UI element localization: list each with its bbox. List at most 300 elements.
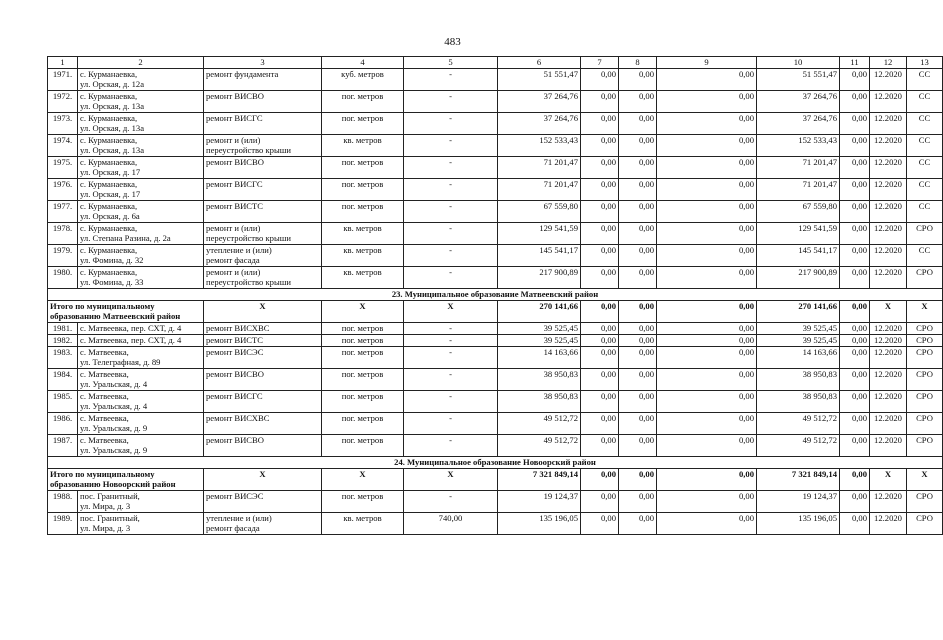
work-type-line-1: ремонт ВИСГС	[206, 179, 263, 189]
completion-date: 12.2020	[870, 347, 907, 369]
address-line-1: с. Матвеевка,	[80, 347, 129, 357]
work-type-line-1: ремонт ВИСВО	[206, 369, 264, 379]
work-type-line-1: ремонт ВИСЭС	[206, 347, 264, 357]
address-line-1: пос. Гранитный,	[80, 491, 140, 501]
column-header: 11	[840, 57, 870, 69]
local-budget: 0,00	[657, 391, 757, 413]
other-funds: 0,00	[840, 413, 870, 435]
total-x: X	[322, 469, 404, 491]
table-row	[48, 135, 943, 157]
address	[78, 369, 204, 391]
funding-method: СС	[907, 91, 943, 113]
row-number: 1977.	[48, 201, 78, 223]
quantity: -	[404, 113, 498, 135]
work-type	[204, 347, 322, 369]
address-line-1: с. Курманаевка,	[80, 113, 138, 123]
regional-budget: 0,00	[619, 223, 657, 245]
work-type	[204, 413, 322, 435]
work-type-line-2: ремонт фасада	[206, 255, 260, 265]
work-type-line-2: переустройство крыши	[206, 277, 291, 287]
address-line-2: ул. Телеграфная, д. 89	[80, 357, 161, 367]
total-label-line-2: образованию Матвеевский район	[50, 311, 181, 321]
other-funds: 0,00	[840, 201, 870, 223]
row-number: 1987.	[48, 435, 78, 457]
work-type	[204, 369, 322, 391]
row-number: 1983.	[48, 347, 78, 369]
quantity: -	[404, 413, 498, 435]
local-budget: 0,00	[657, 347, 757, 369]
regional-budget: 0,00	[619, 435, 657, 457]
total-x: X	[907, 301, 943, 323]
total-label	[48, 469, 204, 491]
owners-funds: 145 541,17	[757, 245, 840, 267]
unit: пог. метров	[322, 369, 404, 391]
work-type	[204, 513, 322, 535]
fund-support: 0,00	[581, 113, 619, 135]
table-body	[48, 57, 943, 535]
row-number: 1979.	[48, 245, 78, 267]
unit: пог. метров	[322, 413, 404, 435]
unit: пог. метров	[322, 491, 404, 513]
section-title: 24. Муниципальное образование Новоорский район	[48, 457, 943, 469]
total-cost: 49 512,72	[498, 435, 581, 457]
fund-support: 0,00	[581, 491, 619, 513]
total-cost: 217 900,89	[498, 267, 581, 289]
fund-support: 0,00	[581, 469, 619, 491]
fund-support: 0,00	[581, 267, 619, 289]
quantity: -	[404, 391, 498, 413]
regional-budget: 0,00	[619, 335, 657, 347]
fund-support: 0,00	[581, 369, 619, 391]
total-cost: 38 950,83	[498, 369, 581, 391]
total-label-line-1: Итого по муниципальному	[50, 469, 155, 479]
completion-date: 12.2020	[870, 91, 907, 113]
total-cost: 135 196,05	[498, 513, 581, 535]
regional-budget: 0,00	[619, 157, 657, 179]
total-cost: 49 512,72	[498, 413, 581, 435]
table-row	[48, 69, 943, 91]
work-type	[204, 201, 322, 223]
address	[78, 179, 204, 201]
owners-funds: 39 525,45	[757, 323, 840, 335]
address-line-1: с. Курманаевка,	[80, 91, 138, 101]
owners-funds: 37 264,76	[757, 91, 840, 113]
address	[78, 69, 204, 91]
regional-budget: 0,00	[619, 323, 657, 335]
unit: кв. метров	[322, 245, 404, 267]
work-type	[204, 391, 322, 413]
address-line-1: с. Матвеевка,	[80, 435, 129, 445]
regional-budget: 0,00	[619, 135, 657, 157]
unit: пог. метров	[322, 347, 404, 369]
total-x: X	[404, 469, 498, 491]
address	[78, 223, 204, 245]
work-type-line-1: ремонт ВИСВО	[206, 91, 264, 101]
work-type-line-1: ремонт ВИСЭС	[206, 491, 264, 501]
unit: пог. метров	[322, 179, 404, 201]
table-row	[48, 491, 943, 513]
row-number: 1984.	[48, 369, 78, 391]
other-funds: 0,00	[840, 157, 870, 179]
funding-method: СРО	[907, 513, 943, 535]
repair-register-table	[47, 56, 943, 535]
funding-method: СРО	[907, 347, 943, 369]
work-type	[204, 245, 322, 267]
table-row	[48, 157, 943, 179]
work-type: ремонт ВИСТС	[204, 335, 322, 347]
row-number: 1980.	[48, 267, 78, 289]
other-funds: 0,00	[840, 223, 870, 245]
owners-funds: 49 512,72	[757, 413, 840, 435]
completion-date: 12.2020	[870, 267, 907, 289]
unit: пог. метров	[322, 157, 404, 179]
quantity: -	[404, 267, 498, 289]
local-budget: 0,00	[657, 369, 757, 391]
regional-budget: 0,00	[619, 347, 657, 369]
work-type-line-1: ремонт ВИСВО	[206, 435, 264, 445]
owners-funds: 71 201,47	[757, 157, 840, 179]
quantity: -	[404, 135, 498, 157]
table-row	[48, 435, 943, 457]
other-funds: 0,00	[840, 245, 870, 267]
total-x: X	[907, 469, 943, 491]
fund-support: 0,00	[581, 347, 619, 369]
fund-support: 0,00	[581, 201, 619, 223]
completion-date: 12.2020	[870, 245, 907, 267]
local-budget: 0,00	[657, 69, 757, 91]
funding-method: СС	[907, 157, 943, 179]
column-header: 4	[322, 57, 404, 69]
total-cost: 270 141,66	[498, 301, 581, 323]
other-funds: 0,00	[840, 469, 870, 491]
completion-date: 12.2020	[870, 201, 907, 223]
address	[78, 347, 204, 369]
total-cost: 14 163,66	[498, 347, 581, 369]
unit: пог. метров	[322, 91, 404, 113]
row-number: 1982.	[48, 335, 78, 347]
work-type-line-1: ремонт ВИСГС	[206, 113, 263, 123]
column-header: 5	[404, 57, 498, 69]
owners-funds: 71 201,47	[757, 179, 840, 201]
total-x: X	[322, 301, 404, 323]
other-funds: 0,00	[840, 135, 870, 157]
quantity: 740,00	[404, 513, 498, 535]
local-budget: 0,00	[657, 301, 757, 323]
address-line-2: ул. Уральская, д. 9	[80, 445, 148, 455]
work-type-line-2: переустройство крыши	[206, 145, 291, 155]
work-type-line-1: ремонт ВИСТС	[206, 201, 264, 211]
address	[78, 113, 204, 135]
address-line-1: с. Курманаевка,	[80, 245, 138, 255]
funding-method: СРО	[907, 413, 943, 435]
address-line-2: ул. Орская, д. 12а	[80, 79, 145, 89]
local-budget: 0,00	[657, 435, 757, 457]
total-cost: 39 525,45	[498, 335, 581, 347]
address-line-1: с. Курманаевка,	[80, 157, 138, 167]
address	[78, 201, 204, 223]
unit: кв. метров	[322, 267, 404, 289]
unit: пог. метров	[322, 323, 404, 335]
total-cost: 37 264,76	[498, 113, 581, 135]
table-row	[48, 413, 943, 435]
owners-funds: 67 559,80	[757, 201, 840, 223]
column-header: 7	[581, 57, 619, 69]
quantity: -	[404, 369, 498, 391]
address-line-1: с. Курманаевка,	[80, 69, 138, 79]
quantity: -	[404, 69, 498, 91]
work-type-line-1: ремонт ВИСГС	[206, 391, 263, 401]
regional-budget: 0,00	[619, 69, 657, 91]
local-budget: 0,00	[657, 91, 757, 113]
address-line-1: с. Курманаевка,	[80, 223, 138, 233]
column-header: 10	[757, 57, 840, 69]
fund-support: 0,00	[581, 135, 619, 157]
address	[78, 413, 204, 435]
regional-budget: 0,00	[619, 413, 657, 435]
address-line-2: ул. Степана Разина, д. 2а	[80, 233, 171, 243]
other-funds: 0,00	[840, 391, 870, 413]
funding-method: СС	[907, 135, 943, 157]
section-row	[48, 457, 943, 469]
row-number: 1978.	[48, 223, 78, 245]
address-line-1: пос. Гранитный,	[80, 513, 140, 523]
quantity: -	[404, 491, 498, 513]
row-number: 1973.	[48, 113, 78, 135]
address-line-2: ул. Орская, д. 6а	[80, 211, 140, 221]
table-row	[48, 369, 943, 391]
funding-method: СС	[907, 113, 943, 135]
row-number: 1974.	[48, 135, 78, 157]
local-budget: 0,00	[657, 223, 757, 245]
funding-method: СС	[907, 245, 943, 267]
completion-date: 12.2020	[870, 513, 907, 535]
address-line-2: ул. Орская, д. 17	[80, 167, 141, 177]
address	[78, 91, 204, 113]
address-line-1: с. Курманаевка,	[80, 135, 138, 145]
work-type-line-1: ремонт и (или)	[206, 135, 261, 145]
owners-funds: 49 512,72	[757, 435, 840, 457]
work-type-line-1: утепление и (или)	[206, 513, 272, 523]
other-funds: 0,00	[840, 179, 870, 201]
page-number: 483	[444, 36, 461, 48]
local-budget: 0,00	[657, 413, 757, 435]
table-row	[48, 245, 943, 267]
column-header: 13	[907, 57, 943, 69]
local-budget: 0,00	[657, 267, 757, 289]
other-funds: 0,00	[840, 113, 870, 135]
total-cost: 39 525,45	[498, 323, 581, 335]
total-cost: 38 950,83	[498, 391, 581, 413]
work-type: ремонт ВИСХВС	[204, 323, 322, 335]
address	[78, 267, 204, 289]
regional-budget: 0,00	[619, 301, 657, 323]
total-x: X	[870, 469, 907, 491]
other-funds: 0,00	[840, 69, 870, 91]
work-type-line-1: ремонт и (или)	[206, 223, 261, 233]
regional-budget: 0,00	[619, 513, 657, 535]
row-number: 1989.	[48, 513, 78, 535]
address	[78, 157, 204, 179]
owners-funds: 39 525,45	[757, 335, 840, 347]
regional-budget: 0,00	[619, 369, 657, 391]
funding-method: СС	[907, 201, 943, 223]
address-line-1: с. Курманаевка,	[80, 201, 138, 211]
funding-method: СРО	[907, 435, 943, 457]
local-budget: 0,00	[657, 113, 757, 135]
address	[78, 435, 204, 457]
funding-method: СС	[907, 179, 943, 201]
local-budget: 0,00	[657, 491, 757, 513]
table-row	[48, 201, 943, 223]
table-row	[48, 113, 943, 135]
fund-support: 0,00	[581, 391, 619, 413]
work-type-line-2: переустройство крыши	[206, 233, 291, 243]
address-line-2: ул. Орская, д. 17	[80, 189, 141, 199]
address-line-2: ул. Фомина, д. 32	[80, 255, 144, 265]
completion-date: 12.2020	[870, 113, 907, 135]
funding-method: СРО	[907, 369, 943, 391]
address: с. Матвеевка, пер. СХТ, д. 4	[78, 323, 204, 335]
other-funds: 0,00	[840, 335, 870, 347]
local-budget: 0,00	[657, 335, 757, 347]
work-type	[204, 267, 322, 289]
column-header: 6	[498, 57, 581, 69]
fund-support: 0,00	[581, 335, 619, 347]
work-type	[204, 91, 322, 113]
local-budget: 0,00	[657, 469, 757, 491]
address-line-2: ул. Мира, д. 3	[80, 501, 131, 511]
total-row	[48, 301, 943, 323]
unit: пог. метров	[322, 201, 404, 223]
section-title: 23. Муниципальное образование Матвеевский район	[48, 289, 943, 301]
address-line-1: с. Курманаевка,	[80, 267, 138, 277]
owners-funds: 51 551,47	[757, 69, 840, 91]
owners-funds: 270 141,66	[757, 301, 840, 323]
regional-budget: 0,00	[619, 245, 657, 267]
funding-method: СРО	[907, 491, 943, 513]
owners-funds: 38 950,83	[757, 391, 840, 413]
other-funds: 0,00	[840, 91, 870, 113]
fund-support: 0,00	[581, 91, 619, 113]
unit: кв. метров	[322, 135, 404, 157]
regional-budget: 0,00	[619, 201, 657, 223]
total-label-line-1: Итого по муниципальному	[50, 301, 155, 311]
local-budget: 0,00	[657, 323, 757, 335]
work-type	[204, 435, 322, 457]
fund-support: 0,00	[581, 157, 619, 179]
total-cost: 37 264,76	[498, 91, 581, 113]
completion-date: 12.2020	[870, 179, 907, 201]
local-budget: 0,00	[657, 179, 757, 201]
funding-method: СРО	[907, 267, 943, 289]
unit: пог. метров	[322, 391, 404, 413]
section-row	[48, 289, 943, 301]
completion-date: 12.2020	[870, 369, 907, 391]
work-type	[204, 113, 322, 135]
total-cost: 145 541,17	[498, 245, 581, 267]
column-header: 1	[48, 57, 78, 69]
address-line-1: с. Матвеевка,	[80, 391, 129, 401]
total-x: X	[404, 301, 498, 323]
address	[78, 391, 204, 413]
address-line-2: ул. Уральская, д. 4	[80, 379, 148, 389]
local-budget: 0,00	[657, 157, 757, 179]
total-cost: 7 321 849,14	[498, 469, 581, 491]
quantity: -	[404, 347, 498, 369]
table-row	[48, 347, 943, 369]
regional-budget: 0,00	[619, 179, 657, 201]
fund-support: 0,00	[581, 223, 619, 245]
unit: пог. метров	[322, 113, 404, 135]
row-number: 1976.	[48, 179, 78, 201]
table-row	[48, 223, 943, 245]
row-number: 1988.	[48, 491, 78, 513]
completion-date: 12.2020	[870, 323, 907, 335]
completion-date: 12.2020	[870, 491, 907, 513]
owners-funds: 38 950,83	[757, 369, 840, 391]
table-row	[48, 335, 943, 347]
table-row	[48, 391, 943, 413]
header-row	[48, 57, 943, 69]
column-header: 3	[204, 57, 322, 69]
row-number: 1971.	[48, 69, 78, 91]
completion-date: 12.2020	[870, 223, 907, 245]
column-header: 12	[870, 57, 907, 69]
work-type	[204, 491, 322, 513]
work-type	[204, 69, 322, 91]
fund-support: 0,00	[581, 413, 619, 435]
fund-support: 0,00	[581, 513, 619, 535]
fund-support: 0,00	[581, 245, 619, 267]
address	[78, 513, 204, 535]
quantity: -	[404, 179, 498, 201]
other-funds: 0,00	[840, 369, 870, 391]
regional-budget: 0,00	[619, 469, 657, 491]
owners-funds: 7 321 849,14	[757, 469, 840, 491]
owners-funds: 129 541,59	[757, 223, 840, 245]
row-number: 1972.	[48, 91, 78, 113]
other-funds: 0,00	[840, 435, 870, 457]
work-type	[204, 179, 322, 201]
fund-support: 0,00	[581, 323, 619, 335]
regional-budget: 0,00	[619, 391, 657, 413]
other-funds: 0,00	[840, 491, 870, 513]
quantity: -	[404, 91, 498, 113]
work-type-line-1: ремонт ВИСХВС	[206, 413, 270, 423]
regional-budget: 0,00	[619, 113, 657, 135]
regional-budget: 0,00	[619, 491, 657, 513]
funding-method: СРО	[907, 223, 943, 245]
total-cost: 67 559,80	[498, 201, 581, 223]
total-x: X	[870, 301, 907, 323]
work-type	[204, 157, 322, 179]
quantity: -	[404, 201, 498, 223]
unit: пог. метров	[322, 335, 404, 347]
total-cost: 152 533,43	[498, 135, 581, 157]
other-funds: 0,00	[840, 267, 870, 289]
completion-date: 12.2020	[870, 413, 907, 435]
address-line-1: с. Матвеевка,	[80, 413, 129, 423]
owners-funds: 135 196,05	[757, 513, 840, 535]
funding-method: СС	[907, 69, 943, 91]
table-row	[48, 513, 943, 535]
unit: кв. метров	[322, 513, 404, 535]
address-line-1: с. Курманаевка,	[80, 179, 138, 189]
address-line-2: ул. Фомина, д. 33	[80, 277, 144, 287]
quantity: -	[404, 245, 498, 267]
total-cost: 71 201,47	[498, 157, 581, 179]
total-x: X	[204, 469, 322, 491]
